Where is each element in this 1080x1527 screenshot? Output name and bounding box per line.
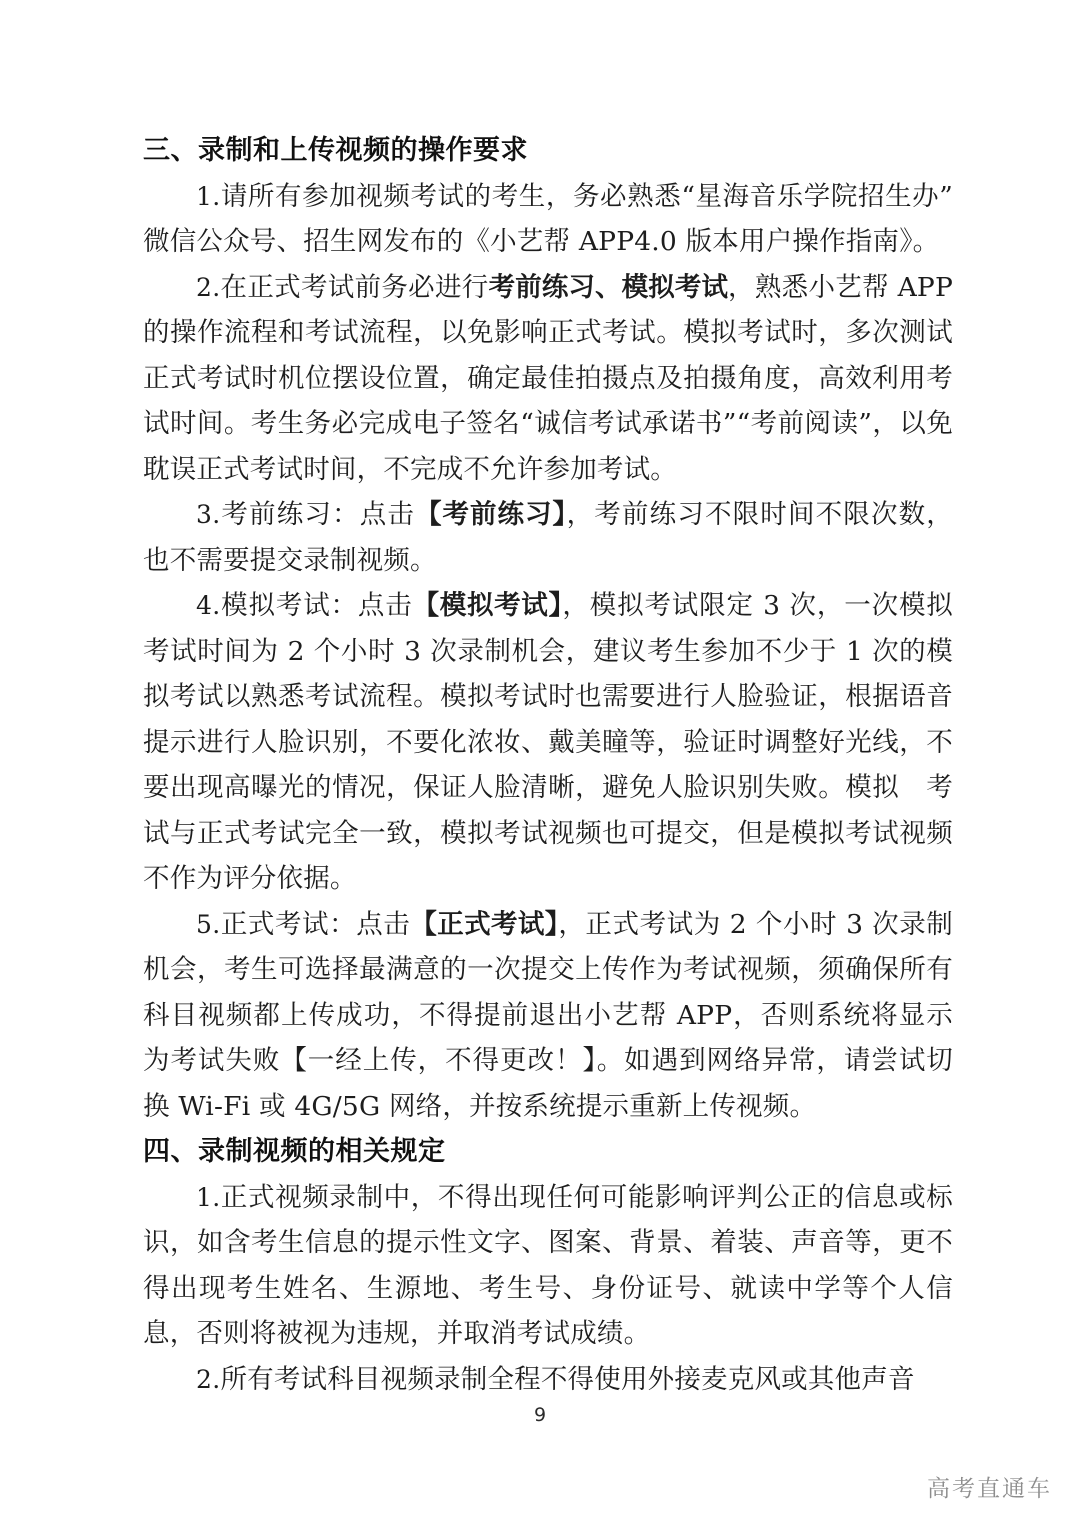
paragraph-3-2 [143, 265, 953, 493]
page-number: 9 [533, 1404, 547, 1426]
section-heading-4: 四、录制视频的相关规定 [143, 1136, 446, 1167]
paragraph-4-2-text: 所有考试科目视频录制全程不得使用外接麦克风或其他声音 [220, 1363, 915, 1395]
paragraph-3-1 [143, 174, 953, 265]
document-body [143, 128, 953, 1402]
paragraph-4-2-lead: 2. [196, 1364, 221, 1394]
paragraph-3-4-emphasis: 【模拟考试】 [412, 590, 563, 621]
paragraph-3-4-text-before: 模拟考试：点击 [220, 590, 413, 621]
paragraph-3-3-text-before: 考前练习：点击 [220, 499, 416, 530]
paragraph-4-2 [143, 1357, 953, 1403]
paragraph-3-2-lead: 2. [196, 272, 221, 302]
paragraph-3-2-text-after: ，熟悉小艺帮 APP 的操作流程和考试流程，以免影响正式考试。模拟考试时，多次测试正式考试时机位摆设位置，确定最佳拍摄点及拍摄角度，高效利用考试时间。考生务必完成电子签名“诚信考试承诺书”“考前阅读”，以免耽误正式考试时间，不完成不允许参加考试。 [143, 271, 953, 485]
paragraph-4-1 [143, 1175, 953, 1357]
paragraph-3-5 [143, 902, 953, 1130]
paragraph-4-1-lead: 1. [196, 1182, 221, 1212]
paragraph-3-4-text-after: ，模拟考试限定 3 次，一次模拟考试时间为 2 个小时 3 次录制机会，建议考生参加不少于 1 次的模拟考试以熟悉考试流程。模拟考试时也需要进行人脸验证，根据语音提示进行人脸识别，不要化浓妆、戴美瞳等，验证时调整好光线，不要出现高曝光的情况，保证人脸清晰，避免人脸识别失败。模拟 考试与正式考试完全一致，模拟考试视频也可提交，但是模拟考试视频不作为评分依据。 [143, 590, 954, 894]
paragraph-4-1-text: 正式视频录制中，不得出现任何可能影响评判公正的信息或标识，如含考生信息的提示性文字、图案、背景、着装、声音等，更不得出现考生姓名、生源地、考生号、身份证号、就读中学等个人信息，否则将被视为违规，并取消考试成绩。 [143, 1181, 953, 1349]
paragraph-3-4-lead: 4. [196, 591, 221, 620]
paragraph-3-5-lead: 5. [196, 909, 221, 939]
paragraph-3-2-emphasis: 考前练习、模拟考试 [488, 271, 729, 303]
section-heading-3: 三、录制和上传视频的操作要求 [143, 135, 528, 166]
paragraph-3-3-text-after: ，考前练习不限时间不限次数，也不需要提交录制视频。 [143, 499, 953, 576]
paragraph-3-1-lead: 1. [196, 181, 221, 211]
paragraph-3-5-text-after: ，正式考试为 2 个小时 3 次录制机会，考生可选择最满意的一次提交上传作为考试视频，须确保所有科目视频都上传成功，不得提前退出小艺帮 APP，否则系统将显示为考试失败【一经上传，不得更改！】。如遇到网络异常，请尝试切换 Wi-Fi 或 4G/5G 网络，并按系统提示重新上传视频。 [143, 908, 953, 1122]
paragraph-3-2-text-before: 在正式考试前务必进行 [220, 271, 489, 303]
paragraph-3-5-emphasis: 【正式考试】 [410, 908, 559, 940]
paragraph-3-1-text: 请所有参加视频考试的考生，务必熟悉“星海音乐学院招生办”微信公众号、招生网发布的《小艺帮 APP4.0 版本用户操作指南》。 [143, 180, 953, 257]
paragraph-3-5-text-before: 正式考试：点击 [220, 908, 411, 940]
watermark: 高考直通车 [927, 1476, 1052, 1502]
paragraph-3-3-emphasis: 【考前练习】 [415, 499, 567, 530]
paragraph-3-3 [143, 492, 953, 583]
paragraph-3-4 [143, 583, 953, 902]
paragraph-3-3-lead: 3. [196, 500, 221, 529]
